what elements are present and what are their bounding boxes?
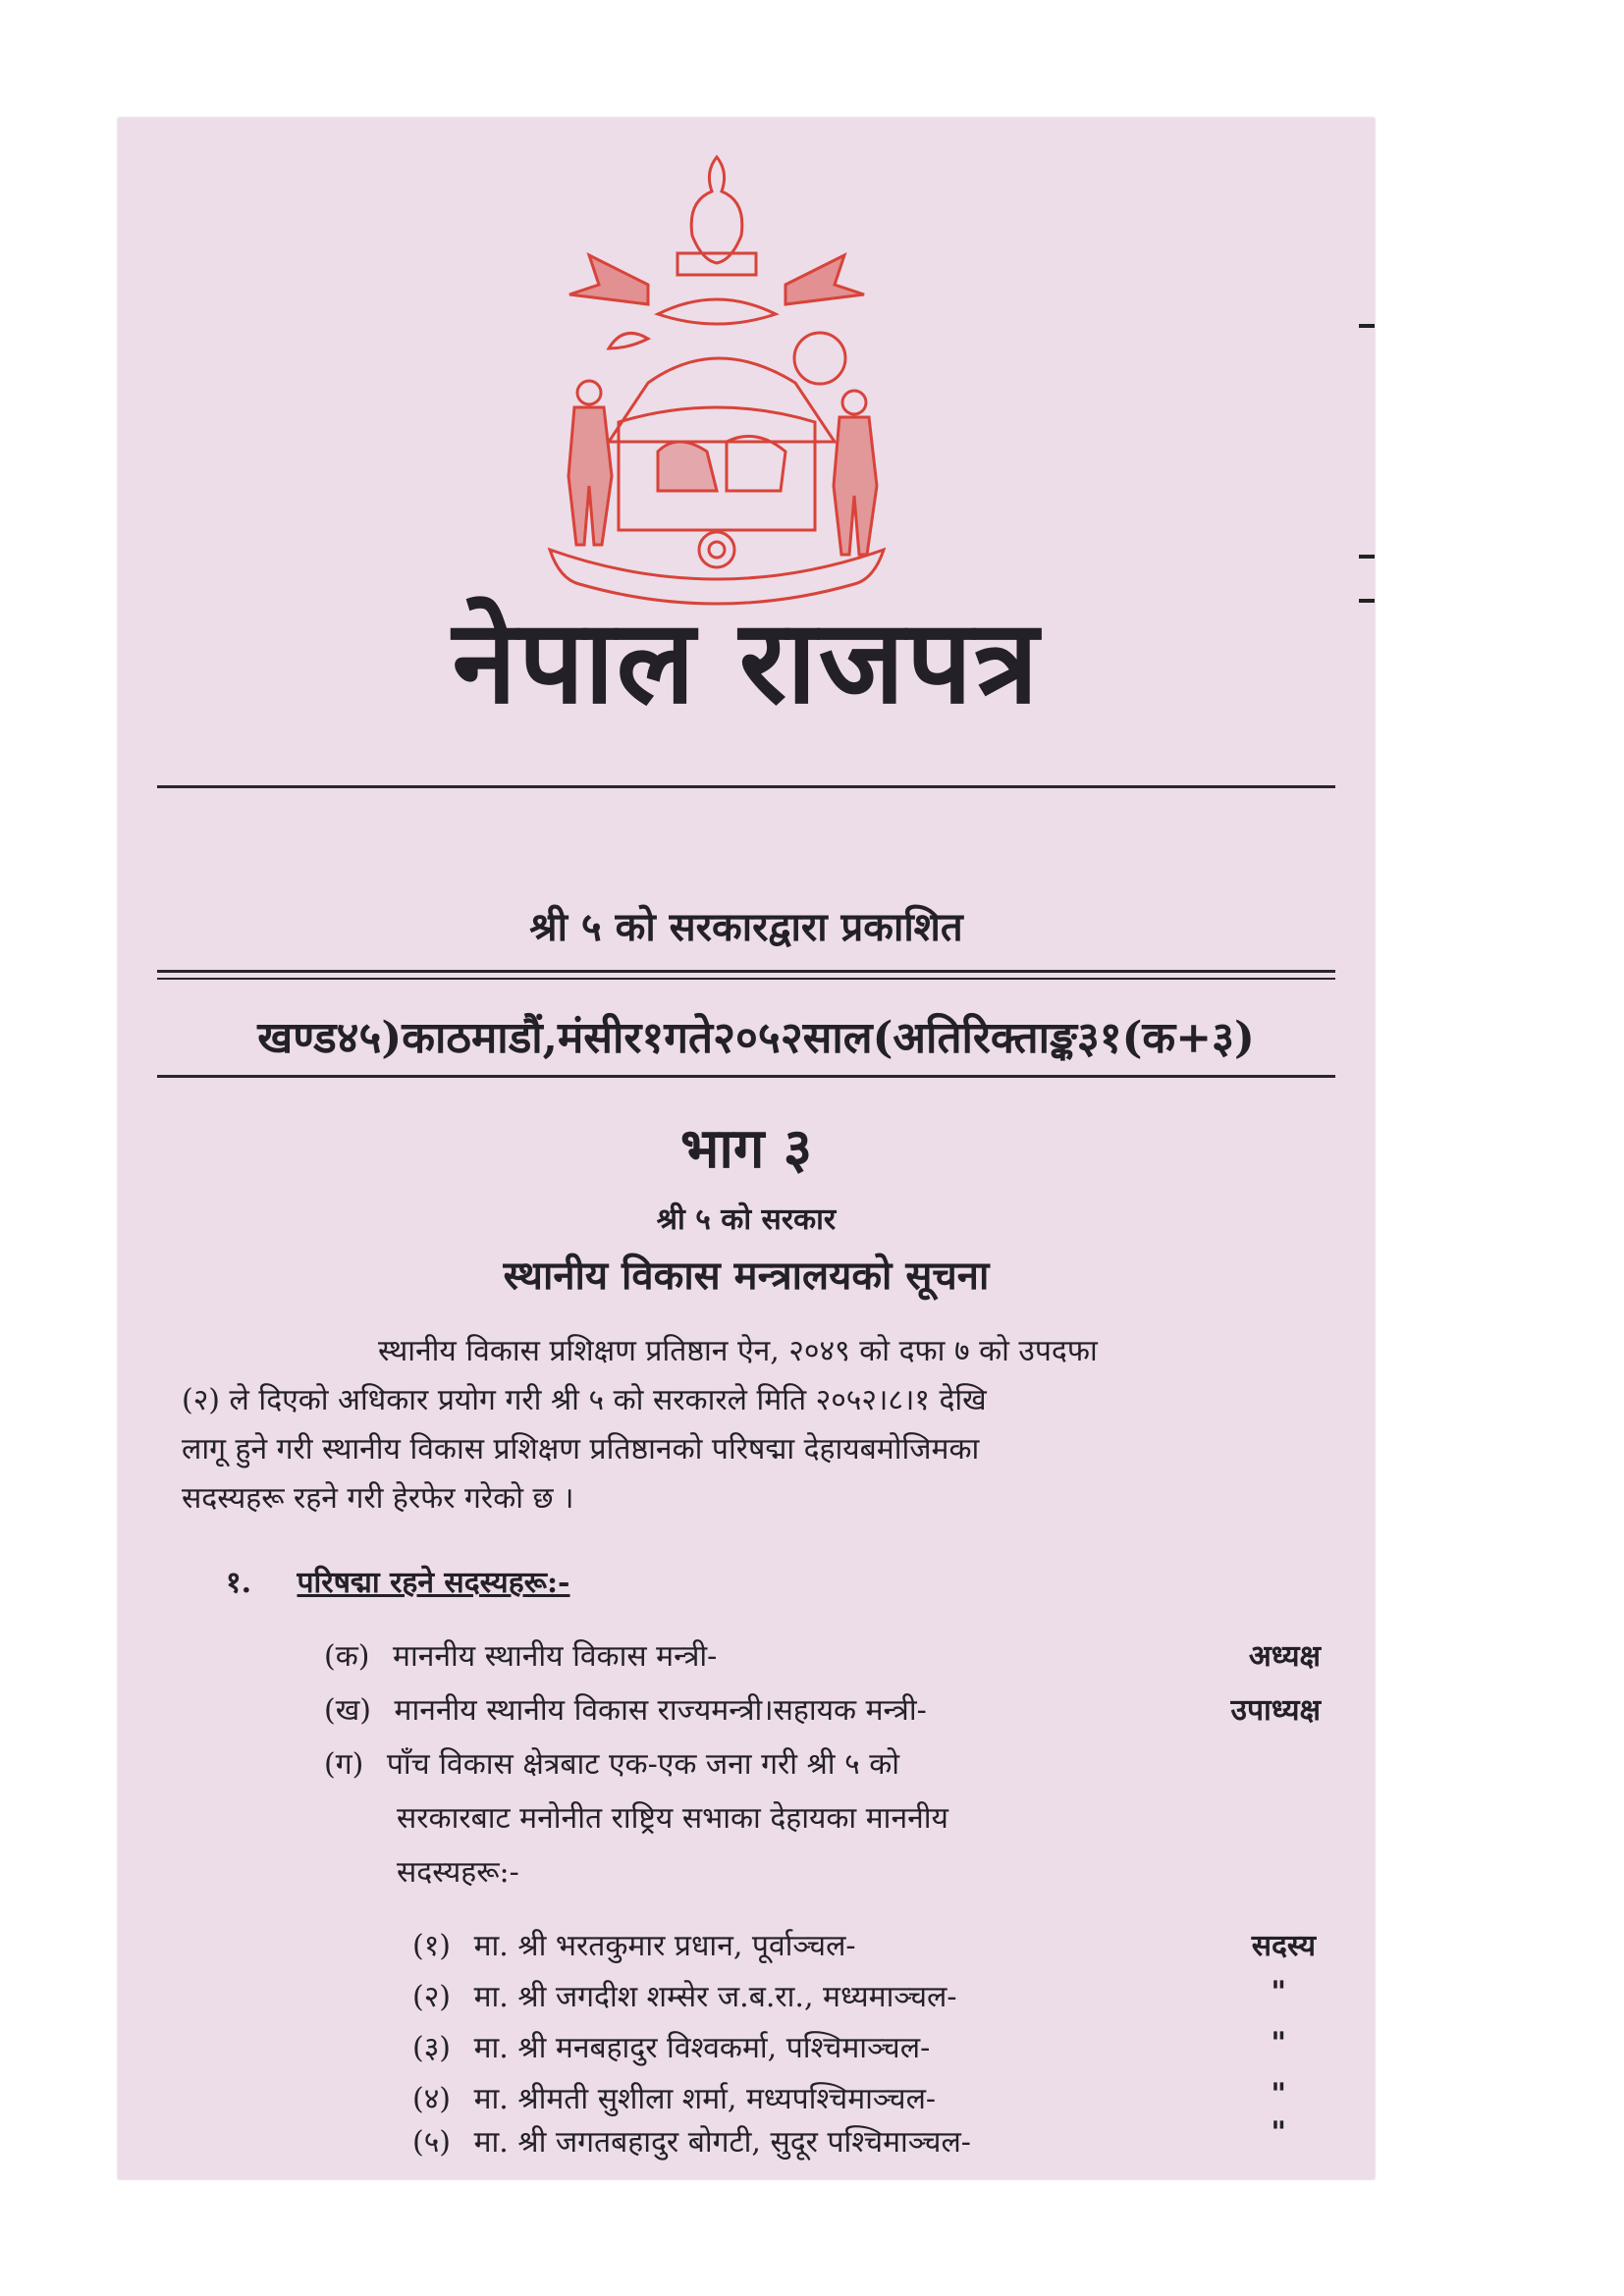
list-item: [324, 1634, 717, 1675]
margin-mark: [1359, 324, 1375, 328]
section-number: १.: [226, 1566, 252, 1600]
member-row: [412, 2077, 936, 2117]
body-line: (२) ले दिएको अधिकार प्रयोग गरी श्री ५ को सरकारले मिति २०५२।८।१ देखि: [182, 1383, 987, 1417]
member-name: मा. श्री जगतबहादुर बोगटी, सुदूर पश्चिमाञ्चल-: [473, 2125, 971, 2160]
section-heading: [226, 1561, 569, 1601]
member-name: मा. श्री मनबहादुर विश्वकर्मा, पश्चिमाञ्चल-: [473, 2031, 931, 2065]
ditto-mark: ": [1271, 2026, 1286, 2060]
notice-title: स्थानीय विकास मन्त्रालयको सूचना: [503, 1253, 990, 1299]
divider: [157, 970, 1335, 973]
member-number: (५): [412, 2125, 452, 2160]
royal-emblem: [530, 137, 903, 628]
ditto-mark: ": [1271, 2077, 1286, 2111]
divider: [157, 1075, 1335, 1078]
member-name: मा. श्री जगदीश शम्सेर ज.ब.रा., मध्यमाञ्चल-: [473, 1980, 957, 2014]
item-label: (ग): [324, 1747, 364, 1782]
notice-body: [182, 1327, 1321, 1523]
divider: [157, 785, 1335, 788]
list-item: [324, 1742, 899, 1783]
margin-mark: [1359, 555, 1375, 559]
member-name: मा. श्री भरतकुमार प्रधान, पूर्वाञ्चल-: [473, 1929, 856, 1963]
member-row: [412, 1924, 856, 1964]
government-line: श्री ५ को सरकार: [656, 1202, 837, 1237]
item-text: माननीय स्थानीय विकास राज्यमन्त्री।सहायक मन्त्री-: [394, 1693, 927, 1728]
item-label: (ख): [324, 1693, 371, 1728]
part-heading: भाग ३: [679, 1116, 813, 1181]
divider: [157, 978, 1335, 980]
publisher-line: श्री ५ को सरकारद्वारा प्रकाशित: [529, 904, 963, 950]
margin-mark: [1359, 599, 1375, 603]
item-text: माननीय स्थानीय विकास मन्त्री-: [393, 1639, 718, 1674]
body-line: सदस्यहरू रहने गरी हेरफेर गरेको छ ।: [182, 1481, 574, 1516]
item-text: पाँच विकास क्षेत्रबाट एक-एक जना गरी श्री ५ को: [386, 1747, 900, 1782]
issue-details: खण्ड४५)काठमाडौं,मंसीर१गते२०५२साल(अतिरिक्ताङ्क३१(क+३): [257, 1013, 1255, 1063]
role-label: उपाध्यक्ष: [1230, 1693, 1321, 1728]
list-item: [324, 1688, 927, 1729]
gazette-page: [118, 118, 1375, 2179]
member-number: (३): [412, 2031, 452, 2065]
gazette-title: नेपाल राजपत्र: [452, 593, 1041, 729]
member-number: (१): [412, 1929, 452, 1963]
section-title: परिषद्मा रहने सदस्यहरू:-: [297, 1566, 570, 1600]
body-line: स्थानीय विकास प्रशिक्षण प्रतिष्ठान ऐन, २०४९ को दफा ७ को उपदफा: [378, 1334, 1098, 1368]
role-label: अध्यक्ष: [1248, 1639, 1321, 1674]
ditto-mark: ": [1271, 2115, 1286, 2150]
member-role: सदस्य: [1251, 1929, 1316, 1963]
item-text: सदस्यहरू:-: [397, 1855, 519, 1890]
ditto-mark: ": [1271, 1975, 1286, 2009]
member-row: [412, 2026, 930, 2066]
body-line: लागू हुने गरी स्थानीय विकास प्रशिक्षण प्रतिष्ठानको परिषद्मा देहायबमोजिमका: [182, 1432, 980, 1467]
member-number: (२): [412, 1980, 452, 2014]
item-text: सरकारबाट मनोनीत राष्ट्रिय सभाका देहायका माननीय: [397, 1801, 948, 1836]
item-label: (क): [324, 1639, 370, 1674]
member-name: मा. श्रीमती सुशीला शर्मा, मध्यपश्चिमाञ्चल-: [473, 2082, 937, 2116]
member-number: (४): [412, 2082, 452, 2116]
member-row: [412, 1975, 957, 2015]
